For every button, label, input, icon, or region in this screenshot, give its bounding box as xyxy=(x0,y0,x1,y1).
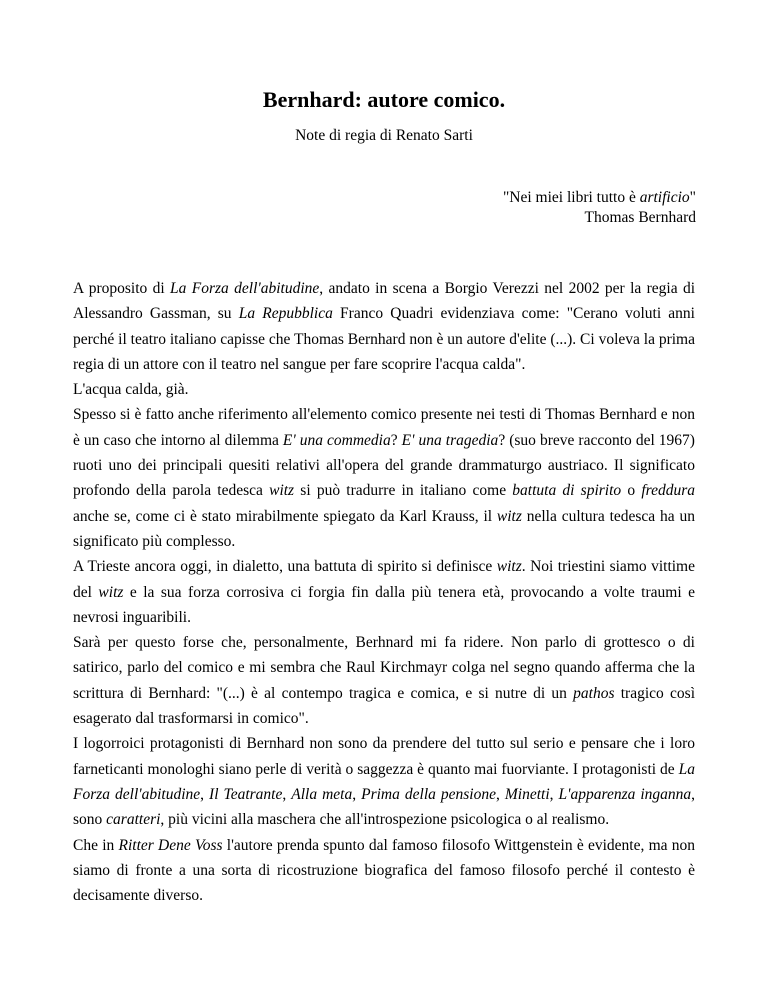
text-run: Che in xyxy=(73,836,119,854)
italic-run: Ritter Dene Voss xyxy=(118,836,223,854)
text-run: . Noi triestini siamo vittime del xyxy=(73,558,695,601)
page-subtitle: Note di regia di Renato Sarti xyxy=(295,127,473,144)
italic-run: La Forza dell'abitudine xyxy=(73,760,695,803)
italic-run: witz xyxy=(98,583,124,601)
italic-run: Il Teatrante xyxy=(209,785,283,803)
text-run: anche se, come ci è stato mirabilmente spiegato da Karl Krauss, il xyxy=(73,507,497,525)
text-run: ? (suo breve racconto del 1967) ruoti uno dei principali quesiti relativi all'opera del grande drammaturgo austriaco. Il significato profondo della parola tedesca xyxy=(73,431,695,500)
epigraph-quote-italic: artificio xyxy=(639,189,690,206)
paragraph xyxy=(73,630,695,731)
italic-run: Prima della pensione xyxy=(361,785,496,803)
italic-run: E' una commedia xyxy=(282,431,391,449)
text-run: ? xyxy=(390,431,402,449)
text-run: Franco Quadri evidenziava come: "Cerano voluti anni perché il teatro italiano capisse che Thomas Bernhard non è un autore d'elite (...). Ci voleva la prima regia di un attore con il teatro nel sangue per fare scoprire l'acqua calda". xyxy=(73,305,695,373)
text-run: , andato in scena a Borgio Verezzi nel 2002 per la regia di Alessandro Gassman, su xyxy=(73,280,696,323)
italic-run: La Repubblica xyxy=(238,305,333,323)
text-run: , xyxy=(549,785,559,803)
text-run: Spesso si è fatto anche riferimento all'elemento comico presente nei testi di Thomas Bernhard e non è un caso che intorno al dilemma xyxy=(73,406,695,449)
italic-run: caratteri xyxy=(106,811,161,829)
text-run: nella cultura tedesca ha un significato più complesso. xyxy=(73,507,695,550)
italic-run: La Forza dell'abitudine xyxy=(170,280,320,297)
paragraph xyxy=(73,554,695,630)
text-run: L'acqua calda, già. xyxy=(73,381,189,399)
text-run: , sono xyxy=(73,785,696,829)
epigraph-author: Thomas Bernhard xyxy=(584,209,696,226)
text-run: si può tradurre in italiano come xyxy=(294,482,513,500)
text-run: e la sua forza corrosiva ci forgia fin dalla più tenera età, provocando a volte traumi e nevrosi inguaribili. xyxy=(73,583,695,626)
italic-run: witz xyxy=(496,558,522,576)
paragraph xyxy=(73,833,695,909)
text-run: tragico così esagerato dal trasformarsi in comico". xyxy=(73,684,695,728)
text-run: , xyxy=(495,785,505,803)
text-run: , xyxy=(282,785,292,803)
italic-run: freddura xyxy=(641,482,696,500)
italic-run: E' una tragedia xyxy=(401,431,499,449)
text-run: , xyxy=(200,785,210,803)
text-run: A Trieste ancora oggi, in dialetto, una battuta di spirito si definisce xyxy=(73,558,497,576)
italic-run: witz xyxy=(269,482,295,500)
italic-run: battuta di spirito xyxy=(512,482,622,500)
text-run: , xyxy=(352,785,362,803)
italic-run: Minetti xyxy=(504,785,550,803)
text-run: I logorroici protagonisti di Bernhard non sono da prendere del tutto sul serio e pensare che i loro farneticanti monologhi siano perle di verità o saggezza è quanto mai fuorviante. I protagonisti de xyxy=(73,735,695,778)
text-run: A proposito di xyxy=(73,280,171,297)
paragraph xyxy=(73,402,695,554)
paragraph xyxy=(73,731,695,832)
italic-run: L'apparenza inganna xyxy=(558,785,692,803)
text-run: , più vicini alla maschera che all'introspezione psicologica o al realismo. xyxy=(160,811,610,829)
epigraph-quote-end: " xyxy=(689,189,696,206)
epigraph xyxy=(503,188,696,228)
text-run: l'autore prenda spunto dal famoso filosofo Wittgenstein è evidente, ma non siamo di fronte a una sorta di ricostruzione biografica del famoso filosofo perché il contesto è decisamente diverso. xyxy=(73,836,695,905)
page-title: Bernhard: autore comico. xyxy=(262,87,506,112)
italic-run: pathos xyxy=(573,684,615,702)
paragraph xyxy=(73,276,695,377)
italic-run: Alla meta xyxy=(291,785,353,803)
text-run: Sarà per questo forse che, personalmente, Berhnard mi fa ridere. Non parlo di grottesco o di satirico, parlo del comico e mi sembra che Raul Kirchmayr colga nel segno quando afferma che la scrittura di Bernhard: "(...) è al contempo tragica e comica, e si nutre di un xyxy=(73,634,695,702)
paragraph xyxy=(73,377,695,402)
body-text xyxy=(73,276,695,908)
text-run: o xyxy=(621,482,642,500)
epigraph-quote-start: "Nei miei libri tutto è xyxy=(502,189,640,206)
italic-run: witz xyxy=(496,507,522,525)
epigraph-quote xyxy=(503,188,696,208)
